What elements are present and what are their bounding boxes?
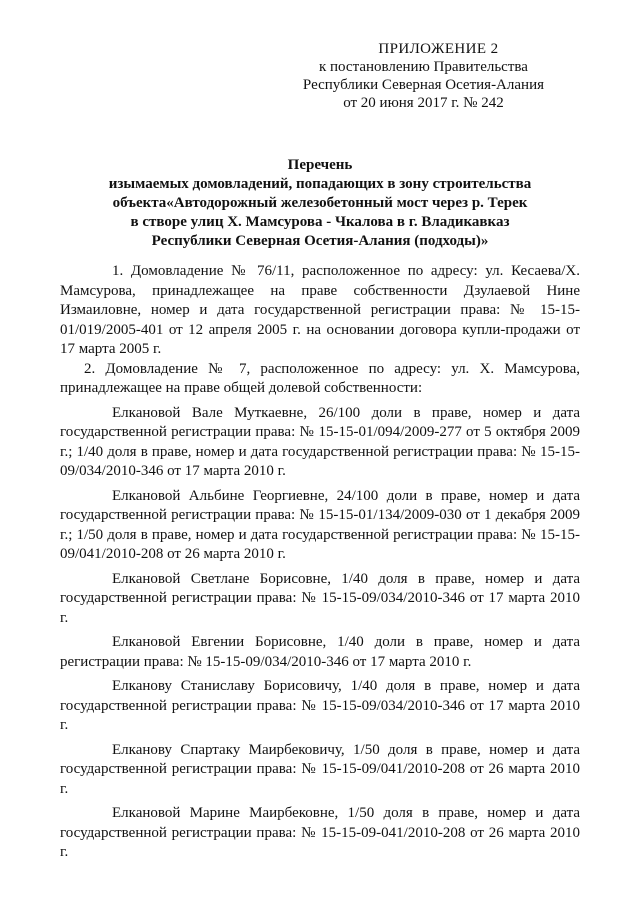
owner-entry: Елкановой Евгении Борисовне, 1/40 доли в праве, номер и дата регистрации права: № 15-15-09/034/2010-346 от 17 марта 2010 г.	[60, 634, 580, 670]
owner-entry: Елканову Станиславу Борисовичу, 1/40 доля в праве, номер и дата государственной регистрации права: № 15-15-09/034/2010-346 от 17 марта 2010 г.	[60, 678, 580, 733]
owner-entry: Елкановой Вале Муткаевне, 26/100 доли в праве, номер и дата государственной регистрации права: № 15-15-01/094/2009-277 от 5 октября 2009 г.; 1/40 доля в праве, номер и дата государственной регистрации права: № 15-15-09/034/2010-346 от 17 марта 2010 г.	[60, 404, 580, 479]
title-line-5: Республики Северная Осетия-Алания (подходы)»	[151, 233, 489, 249]
title-line-3: объекта«Автодорожный железобетонный мост через р. Терек	[112, 195, 528, 211]
title-line-4: в створе улиц Х. Мамсурова - Чкалова в г. Владикавказ	[130, 214, 510, 230]
appendix-line-3: от 20 июня 2017 г. № 242	[343, 95, 504, 111]
owner-entry: Елкановой Светлане Борисовне, 1/40 доля в праве, номер и дата государственной регистрации права: № 15-15-09/034/2010-346 от 17 марта 2010 г.	[60, 570, 580, 626]
document-title	[60, 156, 580, 251]
owner-entry: Елкановой Альбине Георгиевне, 24/100 доли в праве, номер и дата государственной регистрации права: № 15-15-01/134/2009-030 от 1 декабря 2009 г.; 1/50 доля в праве, номер и дата государственной регистрации права: № 15-15-09/041/2010-208 от 26 марта 2010 г.	[60, 487, 580, 562]
owner-entry: Елкановой Марине Маирбековне, 1/50 доля в праве, номер и дата государственной регистрации права: № 15-15-09-041/2010-208 от 26 марта 2010 г.	[60, 805, 580, 860]
document-body	[60, 262, 580, 863]
item-2-intro: 2. Домовладение № 7, расположенное по адресу: ул. Х. Мамсурова, принадлежащее на праве общей долевой собственности:	[60, 360, 580, 396]
appendix-header	[303, 40, 544, 112]
title-line-1: Перечень	[287, 157, 353, 173]
appendix-title: ПРИЛОЖЕНИЕ 2	[378, 41, 499, 57]
owner-entry: Елканову Спартаку Маирбековичу, 1/50 доля в праве, номер и дата государственной регистрации права: № 15-15-09/041/2010-208 от 26 марта 2010 г.	[60, 741, 580, 797]
appendix-line-1: к постановлению Правительства	[318, 59, 528, 75]
appendix-line-2: Республики Северная Осетия-Алания	[302, 77, 544, 93]
title-line-2: изымаемых домовладений, попадающих в зону строительства	[108, 176, 532, 192]
item-1: 1. Домовладение № 76/11, расположенное по адресу: ул. Кесаева/Х. Мамсурова, принадлежащее на праве собственности Дзулаевой Нине Измаиловне, номер и дата государственной регистрации права: № 15-15-01/019/2005-401 от 12 апреля 2005 г. на основании договора купли-продажи от 17 марта 2005 г.	[60, 263, 580, 357]
